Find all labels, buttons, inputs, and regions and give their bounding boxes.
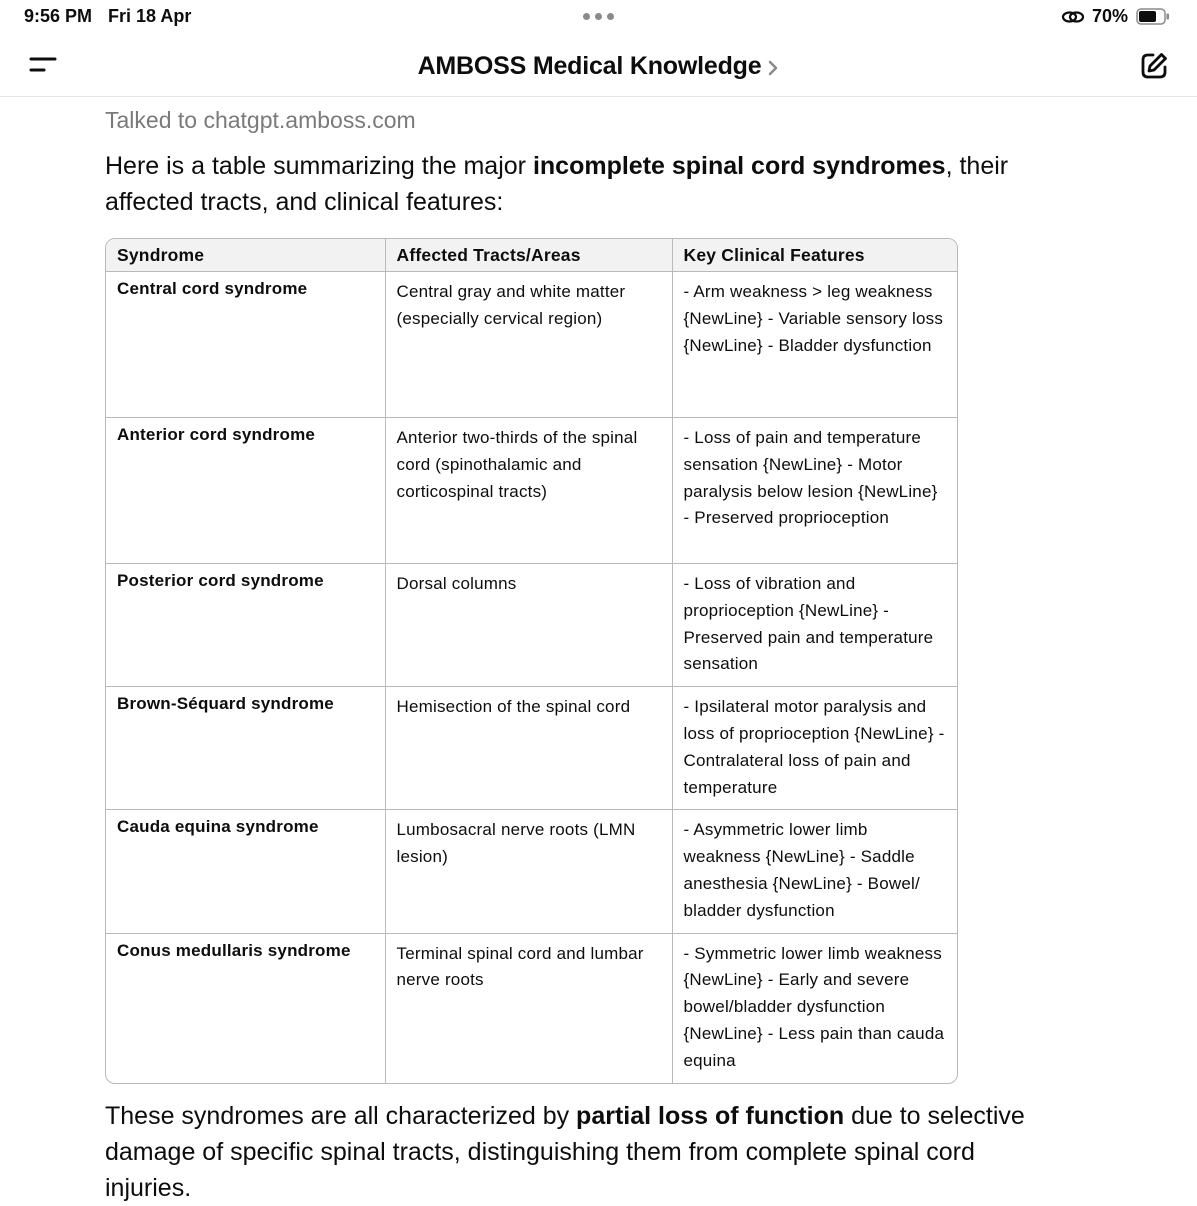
- table-row: [106, 810, 957, 933]
- syndrome-cell: Anterior cord syndrome: [106, 418, 385, 564]
- status-date: Fri 18 Apr: [108, 6, 192, 26]
- features-cell: - Loss of pain and temperature sensation {NewLine} - Motor paralysis below lesion {NewLine} - Preserved proprioception: [672, 418, 957, 564]
- features-cell: - Arm weakness > leg weakness {NewLine} - Variable sensory loss {NewLine} - Bladder dysfunction: [672, 272, 957, 418]
- nav-title: AMBOSS Medical Knowledge: [417, 52, 762, 80]
- outro-bold-text: partial loss of function: [576, 1101, 845, 1130]
- header-syndrome: Syndrome: [106, 239, 385, 272]
- battery-percentage: 70%: [1092, 6, 1129, 26]
- battery-icon: [1136, 8, 1170, 25]
- syndromes-table: [105, 238, 958, 1084]
- table-header-row: [106, 239, 957, 272]
- multitasking-dots-icon[interactable]: [583, 13, 614, 20]
- syndrome-cell: Central cord syndrome: [106, 272, 385, 418]
- navigation-bar: [0, 34, 1197, 97]
- syndrome-cell: Posterior cord syndrome: [106, 564, 385, 687]
- outro-paragraph: These syndromes are all characterized by partial loss of function due to selective damage of specific spinal tracts, distinguishing them from complete spinal cord injuries.: [105, 1101, 1025, 1202]
- intro-paragraph: Here is a table summarizing the major incomplete spinal cord syndromes, their affected tracts, and clinical features:: [105, 152, 1009, 216]
- table-row: [106, 272, 957, 418]
- features-cell: - Symmetric lower limb weakness {NewLine} - Early and severe bowel/bladder dysfunction {NewLine} - Less pain than cauda equina: [672, 933, 957, 1082]
- gpt-title-button[interactable]: [0, 52, 1197, 81]
- intro-bold-text: incomplete spinal cord syndromes: [532, 152, 946, 180]
- status-time: 9:56 PM: [24, 6, 93, 26]
- syndrome-cell: Conus medullaris syndrome: [117, 940, 351, 960]
- syndrome-cell: Brown-Séquard syndrome: [106, 687, 385, 810]
- new-chat-edit-icon[interactable]: [1139, 51, 1169, 81]
- table-row: [106, 933, 957, 1082]
- table-row: [106, 564, 957, 687]
- tracts-cell: Lumbosacral nerve roots (LMN lesion): [385, 810, 672, 933]
- tracts-cell: Central gray and white matter (especially cervical region): [385, 272, 672, 418]
- features-cell: - Asymmetric lower limb weakness {NewLine} - Saddle anesthesia {NewLine} - Bowel/ bladder dysfunction: [672, 810, 957, 933]
- assistant-message: [105, 100, 1065, 1206]
- header-clinical-features: Key Clinical Features: [672, 239, 957, 272]
- link-icon: [1061, 8, 1085, 26]
- tracts-cell: Anterior two-thirds of the spinal cord (spinothalamic and corticospinal tracts): [385, 418, 672, 564]
- features-cell: - Ipsilateral motor paralysis and loss of proprioception {NewLine} - Contralateral loss of pain and temperature: [672, 687, 957, 810]
- chevron-right-icon: [767, 59, 779, 77]
- tracts-cell: Dorsal columns: [385, 564, 672, 687]
- tracts-cell: Hemisection of the spinal cord: [385, 687, 672, 810]
- tool-status-text[interactable]: Talked to chatgpt.amboss.com: [105, 107, 416, 133]
- tracts-cell: Terminal spinal cord and lumbar nerve roots: [385, 933, 672, 1082]
- header-affected-tracts: Affected Tracts/Areas: [385, 239, 672, 272]
- table-row: [106, 687, 957, 810]
- features-cell: - Loss of vibration and proprioception {NewLine} - Preserved pain and temperature sensation: [672, 564, 957, 687]
- table-row: [106, 418, 957, 564]
- status-bar: [0, 0, 1197, 34]
- syndrome-cell: Cauda equina syndrome: [106, 810, 385, 933]
